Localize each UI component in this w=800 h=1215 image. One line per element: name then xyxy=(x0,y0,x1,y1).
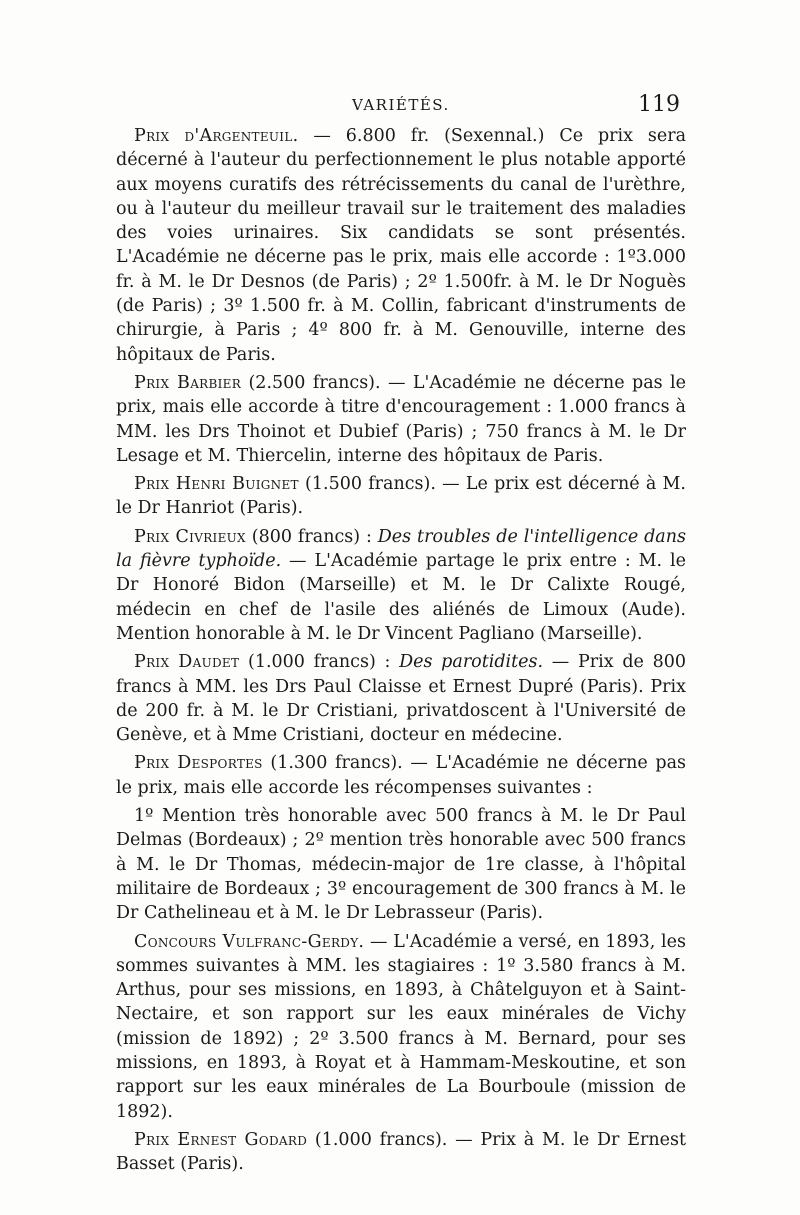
paragraph-text: — 6.800 fr. (Sexennal.) Ce prix sera décerné à l'auteur du perfectionnement le plus notable apporté aux moyens curatifs des rétrécissements du canal de l'urèthre, ou à l'auteur du meilleur travail sur le traitement des maladies des voies urinaires. Six candidats se sont présentés. L'Académie ne décerne pas le prix, mais elle accorde : 1º3.000 fr. à M. le Dr Desnos (de Paris) ; 2º 1.500fr. à M. le Dr Noguès (de Paris) ; 3º 1.500 fr. à M. Collin, fabricant d'instruments de chirurgie, à Paris ; 4º 800 fr. à M. Genouville, interne des hôpitaux de Paris. xyxy=(116,126,686,365)
paragraph-text: (1.000 francs). — Prix à M. le Dr Ernest Basset (Paris). xyxy=(116,1129,686,1175)
paragraph-prix-desportes xyxy=(116,751,686,800)
prize-name: Concours Vulfranc-Gerdy. xyxy=(134,931,365,952)
prize-name: Prix Barbier xyxy=(134,372,242,393)
prize-name: Prix Civrieux xyxy=(134,526,246,547)
prize-name: Prix Henri Buignet xyxy=(134,474,299,495)
running-head xyxy=(116,92,686,120)
paragraph-prix-buignet xyxy=(116,472,686,521)
paragraph-prix-barbier xyxy=(116,371,686,468)
paragraph-prix-daudet xyxy=(116,650,686,747)
paragraph-text: 1º Mention très honorable avec 500 francs à M. le Dr Paul Delmas (Bordeaux) ; 2º mention très honorable avec 500 francs à M. le Dr Thomas, médecin-major de 1re classe, à l'hôpital militaire de Bordeaux ; 3º encouragement de 300 francs à M. le Dr Cathelineau et à M. le Dr Lebrasseur (Paris). xyxy=(116,806,686,924)
prize-name: Prix Ernest Godard xyxy=(134,1129,308,1150)
prize-name: Prix Daudet xyxy=(134,652,240,673)
paragraph-concours-vulfranc-gerdy xyxy=(116,930,686,1124)
paragraph-prix-godard xyxy=(116,1128,686,1177)
paragraph-prix-civrieux xyxy=(116,525,686,646)
paragraph-text: (1.500 francs). — Le prix est décerné à M. le Dr Hanriot (Paris). xyxy=(116,474,686,519)
page-number: 119 xyxy=(638,92,680,117)
paragraph-text: (2.500 francs). — L'Académie ne décerne pas le prix, mais elle accorde à titre d'encouragement : 1.000 francs à MM. les Drs Thoinot et Dubief (Paris) ; 750 francs à M. le Dr Lesage et M. Thiercelin, interne des hôpitaux de Paris. xyxy=(116,372,686,466)
running-title: VARIÉTÉS. xyxy=(352,96,450,114)
body-text xyxy=(116,124,686,1180)
paragraph-text: (1.300 francs). — L'Académie ne décerne pas le prix, mais elle accorde les récompenses suivantes : xyxy=(116,753,686,798)
paragraph-text: — L'Académie a versé, en 1893, les sommes suivantes à MM. les stagiaires : 1º 3.580 francs à M. Arthus, pour ses missions, en 1893, à Châtelguyon et à Saint-Nectaire, et son rapport sur les eaux minérales de Vichy (mission de 1892) ; 2º 3.500 francs à M. Bernard, pour ses missions, en 1893, à Royat et à Hammam-Meskoutine, et son rapport sur les eaux minérales de La Bourboule (mission de 1892). xyxy=(116,931,686,1122)
work-title: Des troubles de l'intelligence dans la fièvre typhoïde. xyxy=(116,526,686,572)
paragraph-text-before: (800 francs) : xyxy=(245,526,378,547)
work-title: Des parotidites. xyxy=(399,652,544,673)
prize-name: Prix Desportes xyxy=(134,753,263,774)
paragraph-prix-argenteuil xyxy=(116,124,686,367)
prize-name: Prix d'Argenteuil. xyxy=(134,126,299,146)
paragraph-text-before: (1.000 francs) : xyxy=(239,652,400,673)
paragraph-text: — L'Académie partage le prix entre : M. le Dr Honoré Bidon (Marseille) et M. le Dr Calixte Rougé, médecin en chef de l'asile des aliénés de Limoux (Aude). Mention honorable à M. le Dr Vincent Pagliano (Marseille). xyxy=(116,551,686,644)
paragraph-desportes-awards xyxy=(116,804,686,925)
paragraph-text: — Prix de 800 francs à MM. les Drs Paul Claisse et Ernest Dupré (Paris). Prix de 200 fr. à M. le Dr Cristiani, privatdoscent à l'Université de Genève, et à Mme Cristiani, docteur en médecine. xyxy=(116,652,686,746)
